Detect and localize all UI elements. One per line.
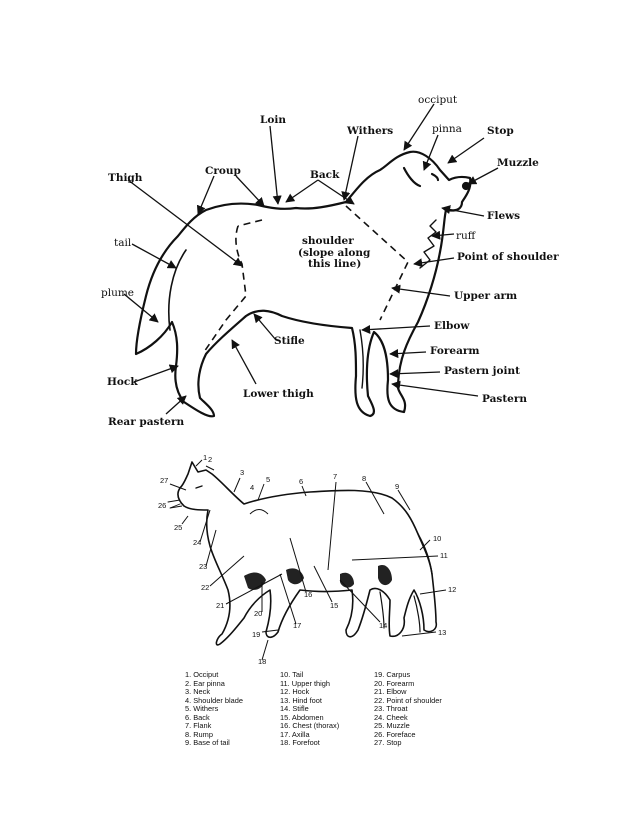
- label-shoulder-line: this line): [308, 258, 362, 270]
- dog-dashed-lines: [204, 206, 408, 352]
- cat-num-7: 7: [333, 472, 338, 481]
- legend-item: 9. Base of tail: [185, 738, 230, 747]
- cat-leader-lines: [170, 460, 446, 660]
- label-lower-thigh: Lower thigh: [243, 388, 314, 400]
- cat-num-27: 27: [160, 476, 169, 485]
- label-muzzle: Muzzle: [497, 157, 539, 169]
- cat-num-11: 11: [440, 551, 448, 560]
- legend-item: 24. Cheek: [374, 712, 408, 722]
- cat-num-18: 18: [258, 657, 267, 666]
- legend-item: 4. Shoulder blade: [185, 695, 243, 705]
- cat-num-15: 15: [330, 601, 339, 610]
- label-pastern-joint: Pastern joint: [444, 365, 520, 377]
- legend-item: 13. Hind foot: [280, 695, 322, 705]
- cat-num-26: 26: [158, 501, 167, 510]
- legend-item: 7. Flank: [185, 721, 212, 730]
- dog-figure: [136, 152, 470, 417]
- cat-num-20: 20: [254, 609, 263, 618]
- label-upper-arm: Upper arm: [454, 290, 518, 302]
- legend-item: 19. Carpus: [374, 670, 411, 679]
- cat-shading: [244, 565, 392, 590]
- legend-item: 1. Occiput: [185, 670, 219, 679]
- cat-num-14: 14: [379, 621, 388, 630]
- cat-num-5: 5: [266, 475, 271, 484]
- cat-num-21: 21: [216, 601, 225, 610]
- label-shoulder-slope: (slope along: [298, 247, 371, 259]
- cat-num-4: 4: [250, 483, 255, 492]
- label-back: Back: [310, 169, 340, 181]
- cat-num-23: 23: [199, 562, 208, 571]
- label-elbow: Elbow: [434, 320, 470, 332]
- cat-num-16: 16: [304, 590, 313, 599]
- label-pastern: Pastern: [482, 393, 528, 405]
- cat-legend-col-3: [374, 671, 442, 748]
- legend-item: 16. Chest (thorax): [280, 721, 340, 730]
- label-ruff: ruff: [456, 230, 476, 242]
- label-loin: Loin: [260, 114, 287, 126]
- label-point-of-shoulder: Point of shoulder: [457, 251, 559, 263]
- dog-labels: [101, 94, 559, 428]
- legend-item: 26. Foreface: [374, 729, 416, 739]
- label-stop: Stop: [487, 125, 514, 137]
- label-flews: Flews: [487, 210, 521, 222]
- cat-num-8: 8: [362, 474, 367, 483]
- cat-num-1: 1: [203, 453, 208, 462]
- legend-item: 10. Tail: [280, 670, 304, 679]
- legend-item: 22. Point of shoulder: [374, 695, 442, 705]
- legend-item: 23. Throat: [374, 704, 408, 713]
- cat-num-2: 2: [208, 455, 213, 464]
- legend-item: 21. Elbow: [374, 687, 407, 696]
- legend-item: 17. Axilla: [280, 729, 310, 739]
- cat-num-13: 13: [438, 628, 447, 637]
- legend-item: 20. Forearm: [374, 678, 415, 688]
- label-plume: plume: [101, 287, 135, 299]
- legend-item: 2. Ear pinna: [185, 678, 225, 688]
- cat-num-9: 9: [395, 482, 400, 491]
- label-thigh: Thigh: [108, 172, 143, 184]
- label-hock: Hock: [107, 376, 138, 388]
- label-forearm: Forearm: [430, 345, 480, 357]
- legend-item: 14. Stifle: [280, 704, 309, 713]
- label-stifle: Stifle: [274, 335, 305, 347]
- legend-item: 8. Rump: [185, 729, 213, 739]
- legend-item: 12. Hock: [280, 687, 310, 696]
- dog-outline: [136, 152, 470, 417]
- cat-num-24: 24: [193, 538, 202, 547]
- label-occiput: occiput: [418, 94, 458, 106]
- legend-item: 18. Forefoot: [280, 738, 320, 747]
- cat-num-25: 25: [174, 523, 183, 532]
- cat-num-6: 6: [299, 477, 304, 486]
- cat-numbers: [158, 453, 456, 666]
- cat-legend-col-2: [280, 671, 339, 748]
- label-rear-pastern: Rear pastern: [108, 416, 185, 428]
- legend-item: 27. Stop: [374, 738, 402, 747]
- legend-item: 5. Withers: [185, 704, 219, 713]
- label-shoulder: shoulder: [302, 235, 354, 247]
- cat-num-10: 10: [433, 534, 442, 543]
- label-croup: Croup: [205, 165, 241, 177]
- legend-item: 15. Abdomen: [280, 712, 324, 722]
- cat-num-17: 17: [293, 621, 302, 630]
- cat-num-12: 12: [448, 585, 457, 594]
- label-tail: tail: [114, 237, 132, 249]
- cat-num-3: 3: [240, 468, 245, 477]
- legend-item: 25. Muzzle: [374, 721, 410, 730]
- cat-num-22: 22: [201, 583, 210, 592]
- label-withers: Withers: [347, 125, 394, 137]
- legend-item: 11. Upper thigh: [280, 678, 330, 688]
- cat-num-19: 19: [252, 630, 261, 639]
- cat-legend-col-1: [185, 671, 243, 748]
- legend-item: 3. Neck: [185, 687, 211, 696]
- legend-item: 6. Back: [185, 712, 210, 722]
- label-pinna: pinna: [432, 123, 462, 135]
